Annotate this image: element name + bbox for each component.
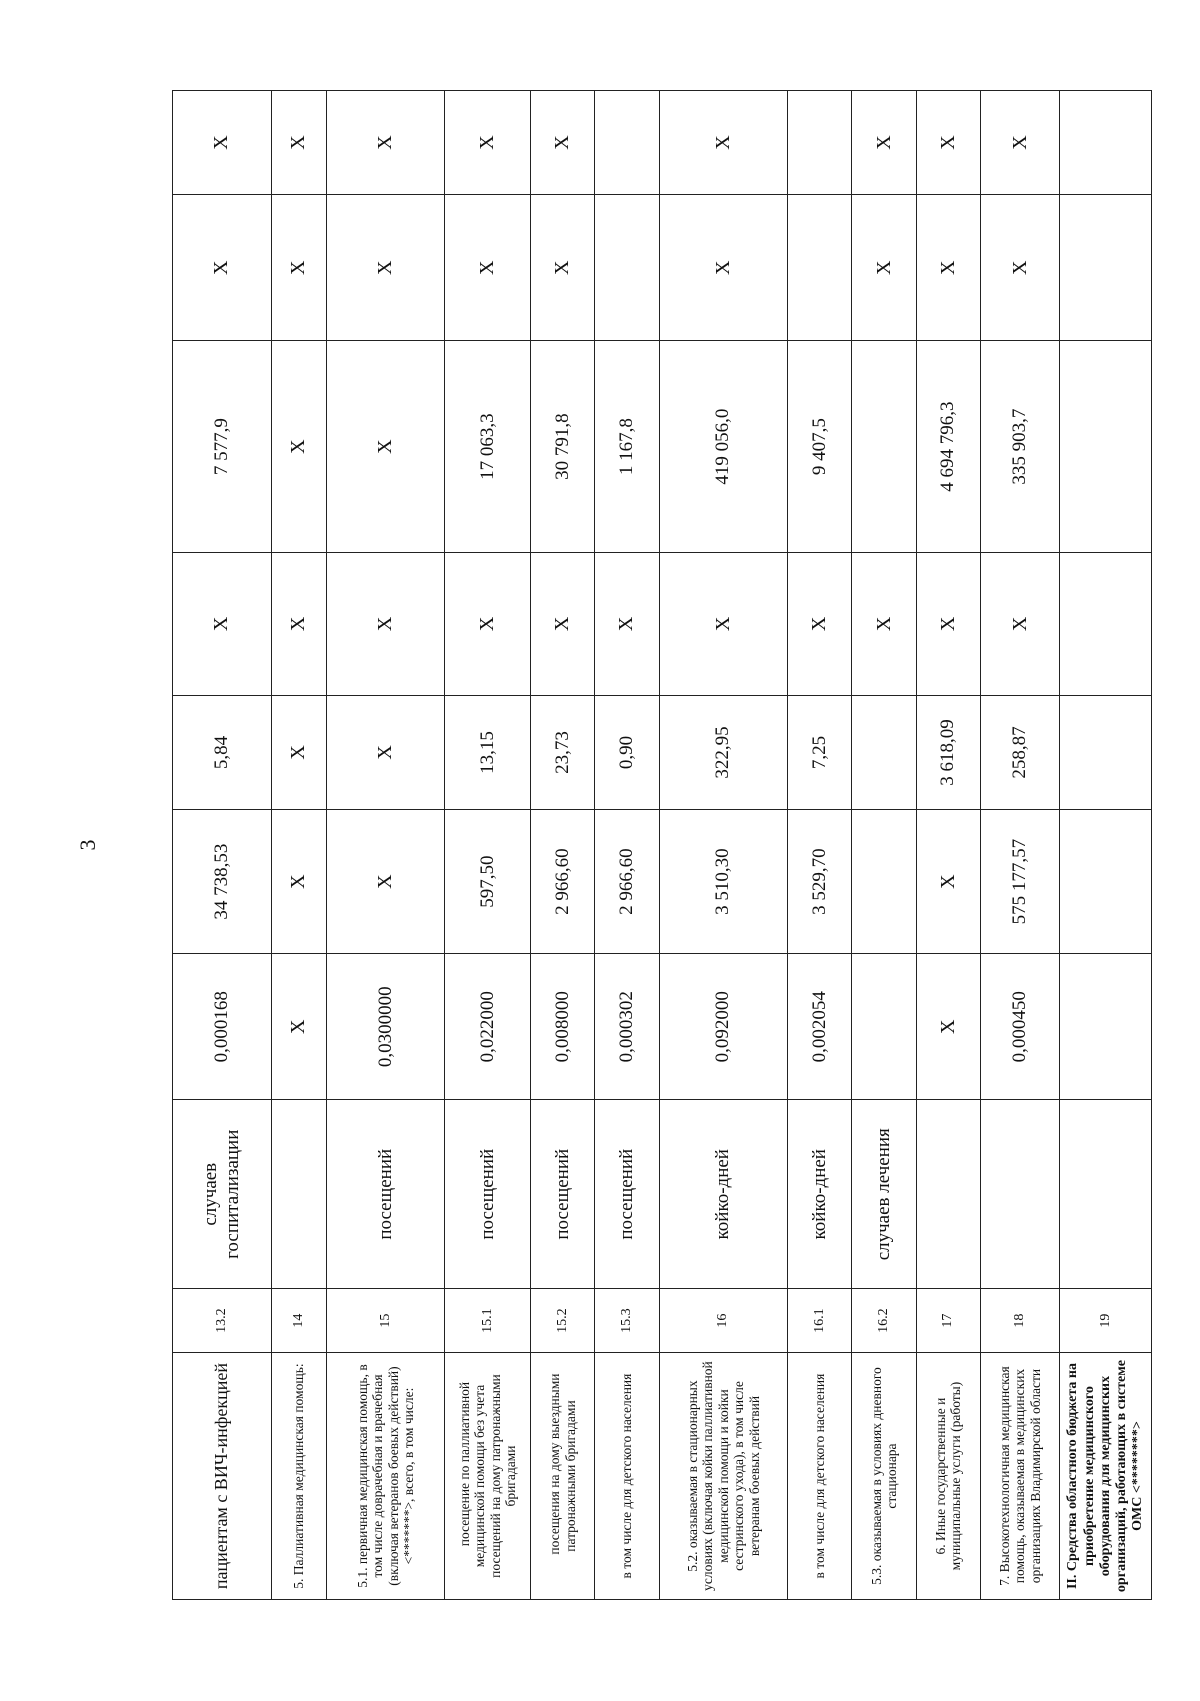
table-row [1060, 91, 1152, 1600]
value-cell-v6: X [916, 195, 980, 341]
row-name-cell: в том числе для детского населения [788, 1353, 852, 1600]
value-cell-v2: 2 966,60 [595, 810, 659, 954]
table-row [852, 91, 916, 1600]
value-cell-v6 [788, 195, 852, 341]
table-row [173, 91, 272, 1600]
unit-cell: случаев лечения [852, 1100, 916, 1289]
value-cell-v3: 23,73 [530, 695, 594, 809]
value-cell-v1: 0,000302 [595, 954, 659, 1100]
value-cell-v1: 0,000450 [981, 954, 1060, 1100]
value-cell-v5: 419 056,0 [659, 341, 788, 552]
row-number-cell: 19 [1060, 1289, 1152, 1353]
row-number-cell: 15 [327, 1289, 445, 1353]
unit-cell: случаев госпитализации [173, 1100, 272, 1289]
value-cell-v6 [1060, 195, 1152, 341]
row-number-cell: 16.2 [852, 1289, 916, 1353]
row-number-cell: 13.2 [173, 1289, 272, 1353]
value-cell-v6: X [530, 195, 594, 341]
value-cell-v7: X [852, 91, 916, 195]
value-cell-v2: 2 966,60 [530, 810, 594, 954]
value-cell-v3: 3 618,09 [916, 695, 980, 809]
page-number: 3 [75, 839, 100, 851]
value-cell-v5: 9 407,5 [788, 341, 852, 552]
value-cell-v2: 3 510,30 [659, 810, 788, 954]
row-name-cell: в том числе для детского населения [595, 1353, 659, 1600]
value-cell-v4: X [327, 552, 445, 695]
row-number-cell: 16 [659, 1289, 788, 1353]
unit-cell [1060, 1100, 1152, 1289]
value-cell-v7: X [327, 91, 445, 195]
table-row [981, 91, 1060, 1600]
value-cell-v7: X [530, 91, 594, 195]
unit-cell: посещений [445, 1100, 531, 1289]
row-name-cell: 5.3. оказываемая в условиях дневного стационара [852, 1353, 916, 1600]
unit-cell [271, 1100, 327, 1289]
value-cell-v5: 30 791,8 [530, 341, 594, 552]
value-cell-v2: 597,50 [445, 810, 531, 954]
unit-cell: койко-дней [788, 1100, 852, 1289]
unit-cell [916, 1100, 980, 1289]
value-cell-v6: X [445, 195, 531, 341]
value-cell-v6: X [271, 195, 327, 341]
table-row [659, 91, 788, 1600]
value-cell-v3: 0,90 [595, 695, 659, 809]
value-cell-v1: 0,008000 [530, 954, 594, 1100]
value-cell-v2: 34 738,53 [173, 810, 272, 954]
table-row [271, 91, 327, 1600]
value-cell-v2 [1060, 810, 1152, 954]
table-row [327, 91, 445, 1600]
value-cell-v5 [852, 341, 916, 552]
row-name-cell: 7. Высокотехнологичная медицинская помощь, оказываемая в медицинских организациях Владимирской области [981, 1353, 1060, 1600]
value-cell-v4: X [659, 552, 788, 695]
value-cell-v4: X [445, 552, 531, 695]
value-cell-v3: 258,87 [981, 695, 1060, 809]
row-number-cell: 18 [981, 1289, 1060, 1353]
value-cell-v4: X [595, 552, 659, 695]
unit-cell [981, 1100, 1060, 1289]
row-number-cell: 15.2 [530, 1289, 594, 1353]
value-cell-v6: X [659, 195, 788, 341]
value-cell-v4: X [173, 552, 272, 695]
unit-cell: койко-дней [659, 1100, 788, 1289]
value-cell-v3: X [327, 695, 445, 809]
value-cell-v6: X [327, 195, 445, 341]
value-cell-v5: 4 694 796,3 [916, 341, 980, 552]
value-cell-v1: 0,0300000 [327, 954, 445, 1100]
value-cell-v4: X [852, 552, 916, 695]
value-cell-v2: 575 177,57 [981, 810, 1060, 954]
value-cell-v4: X [788, 552, 852, 695]
value-cell-v7: X [173, 91, 272, 195]
row-name-cell: посещение по паллиативной медицинской помощи без учета посещений на дому патронажными бригадами [445, 1353, 531, 1600]
value-cell-v7 [595, 91, 659, 195]
value-cell-v5: X [271, 341, 327, 552]
value-cell-v6: X [852, 195, 916, 341]
value-cell-v4: X [981, 552, 1060, 695]
value-cell-v4 [1060, 552, 1152, 695]
row-number-cell: 14 [271, 1289, 327, 1353]
value-cell-v3: 5,84 [173, 695, 272, 809]
row-name-cell: II. Средства областного бюджета на приобретение медицинского оборудования для медицинских организаций, работающих в системе ОМС <********> [1060, 1353, 1152, 1600]
table-body [173, 91, 1152, 1600]
value-cell-v1: X [916, 954, 980, 1100]
row-name-cell: 5.2. оказываемая в стационарных условиях (включая койки паллиативной медицинской помощи и койки сестринского ухода), в том числе ветеранам боевых действий [659, 1353, 788, 1600]
value-cell-v7: X [445, 91, 531, 195]
row-number-cell: 17 [916, 1289, 980, 1353]
row-name-cell: 5. Паллиативная медицинская помощь: [271, 1353, 327, 1600]
value-cell-v7: X [916, 91, 980, 195]
value-cell-v1 [1060, 954, 1152, 1100]
value-cell-v5: 17 063,3 [445, 341, 531, 552]
value-cell-v6: X [981, 195, 1060, 341]
value-cell-v7: X [659, 91, 788, 195]
row-number-cell: 15.1 [445, 1289, 531, 1353]
value-cell-v3: 322,95 [659, 695, 788, 809]
value-cell-v7: X [271, 91, 327, 195]
value-cell-v3 [1060, 695, 1152, 809]
row-name-cell: 5.1. первичная медицинская помощь, в том числе доврачебная и врачебная (включая ветеранов боевых действий) <*******>, всего, в том числе: [327, 1353, 445, 1600]
value-cell-v1: 0,092000 [659, 954, 788, 1100]
value-cell-v2: X [327, 810, 445, 954]
value-cell-v2: 3 529,70 [788, 810, 852, 954]
unit-cell: посещений [595, 1100, 659, 1289]
value-cell-v5: X [327, 341, 445, 552]
value-cell-v3: 7,25 [788, 695, 852, 809]
value-cell-v2: X [916, 810, 980, 954]
table-row [530, 91, 594, 1600]
row-name-cell: 6. Иные государственные и муниципальные услуги (работы) [916, 1353, 980, 1600]
value-cell-v5: 335 903,7 [981, 341, 1060, 552]
value-cell-v4: X [271, 552, 327, 695]
unit-cell: посещений [327, 1100, 445, 1289]
row-number-cell: 16.1 [788, 1289, 852, 1353]
row-name-cell: пациентам с ВИЧ-инфекцией [173, 1353, 272, 1600]
value-cell-v1: 0,000168 [173, 954, 272, 1100]
value-cell-v1: 0,022000 [445, 954, 531, 1100]
value-cell-v7: X [981, 91, 1060, 195]
value-cell-v5 [1060, 341, 1152, 552]
value-cell-v4: X [530, 552, 594, 695]
unit-cell: посещений [530, 1100, 594, 1289]
value-cell-v5: 7 577,9 [173, 341, 272, 552]
row-name-cell: посещения на дому выездными патронажными бригадами [530, 1353, 594, 1600]
value-cell-v2: X [271, 810, 327, 954]
table-row [916, 91, 980, 1600]
rotated-table-container [172, 90, 1152, 1600]
value-cell-v3: X [271, 695, 327, 809]
value-cell-v2 [852, 810, 916, 954]
value-cell-v1: 0,002054 [788, 954, 852, 1100]
financing-table [172, 90, 1152, 1600]
value-cell-v3: 13,15 [445, 695, 531, 809]
table-row [595, 91, 659, 1600]
value-cell-v6: X [173, 195, 272, 341]
value-cell-v6 [595, 195, 659, 341]
table-row [788, 91, 852, 1600]
value-cell-v7 [788, 91, 852, 195]
value-cell-v3 [852, 695, 916, 809]
value-cell-v4: X [916, 552, 980, 695]
value-cell-v5: 1 167,8 [595, 341, 659, 552]
value-cell-v1: X [271, 954, 327, 1100]
value-cell-v7 [1060, 91, 1152, 195]
value-cell-v1 [852, 954, 916, 1100]
table-row [445, 91, 531, 1600]
row-number-cell: 15.3 [595, 1289, 659, 1353]
